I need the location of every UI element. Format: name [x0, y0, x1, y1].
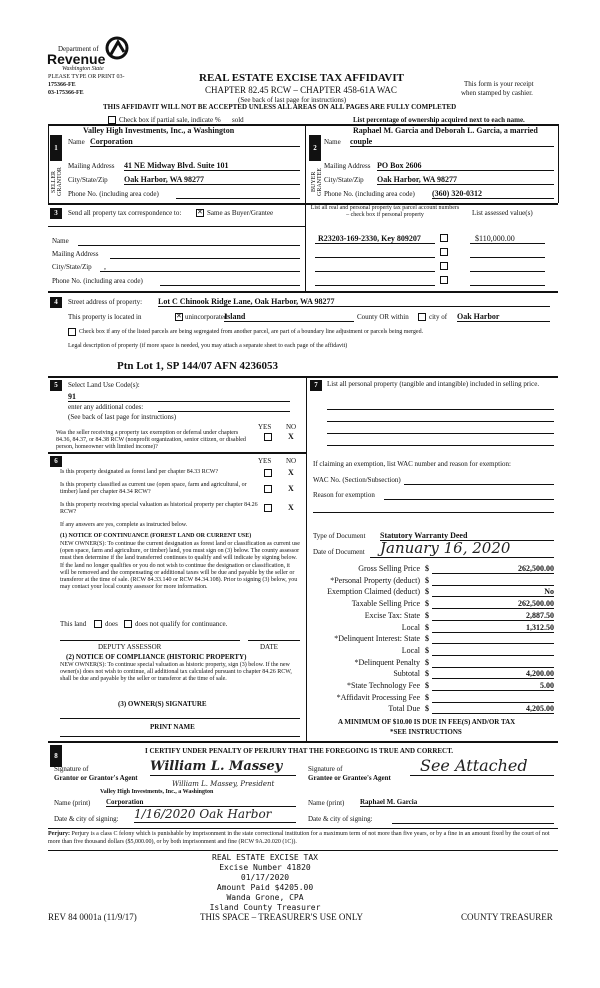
- grantor-signature[interactable]: William L. Massey: [150, 760, 296, 776]
- partial-sale-checkbox[interactable]: [108, 116, 116, 124]
- dept-line2: Revenue: [47, 51, 106, 67]
- parcel-header: List all real and personal property tax parcel account numbers – check box if personal property: [310, 205, 460, 218]
- city-field[interactable]: Oak Harbor: [457, 312, 550, 322]
- deputy-assessor-label: DEPUTY ASSESSOR: [98, 643, 162, 651]
- tax-row-label: Total Due: [388, 704, 420, 713]
- compliance-title: (2) NOTICE OF COMPLIANCE (HISTORIC PROPERTY): [66, 653, 247, 661]
- section-6-badge: 6: [50, 456, 62, 467]
- seller-phone-label: Phone No. (including area code): [68, 190, 159, 198]
- current-use-question: Is this property classified as current use (open space, farm and agricultural, or timber) land per chapter 84.34 RCW?: [60, 482, 247, 495]
- dept-line1: Department of: [58, 45, 99, 53]
- tax-row-value[interactable]: No: [432, 587, 554, 597]
- section-3-badge: 3: [50, 208, 62, 219]
- grantor-name-label: Name (print): [54, 799, 91, 807]
- tax-row-label: *Delinquent Penalty: [354, 658, 420, 667]
- corr-city-label: City/State/Zip: [52, 263, 92, 271]
- seller-city-label: City/State/Zip: [68, 176, 108, 184]
- grantee-date-label: Date & city of signing:: [308, 815, 373, 823]
- current-use-yes-checkbox[interactable]: [264, 485, 272, 493]
- tax-row-label: Local: [401, 623, 420, 632]
- tax-row-currency: $: [425, 623, 429, 632]
- tax-row-currency: $: [425, 681, 429, 690]
- corr-name-label: Name: [52, 237, 69, 245]
- grantee-name-field[interactable]: Raphael M. Garcia: [360, 798, 554, 807]
- tax-row-label: Exemption Claimed (deduct): [327, 587, 420, 596]
- tax-row-label: *Personal Property (deduct): [330, 576, 420, 585]
- form-number: REV 84 0001a (11/9/17): [48, 912, 137, 922]
- doc-date-field[interactable]: January 16, 2020: [370, 540, 554, 558]
- doc-type-field[interactable]: Statutory Warranty Deed: [380, 531, 554, 541]
- tax-row-label: Taxable Selling Price: [351, 599, 420, 608]
- treasurer-use-only: THIS SPACE – TREASURER'S USE ONLY: [200, 912, 364, 922]
- ref-2: 03-175366-FE: [48, 90, 84, 96]
- parcel-personal-checkbox-2[interactable]: [440, 248, 448, 256]
- tax-row-value[interactable]: 262,500.00: [432, 599, 554, 609]
- assessed-header: List assessed value(s): [472, 209, 533, 217]
- city-checkbox[interactable]: [418, 313, 426, 321]
- stamp-line-2: Excise Number 41820: [219, 863, 311, 872]
- dor-logo-icon: [104, 36, 130, 60]
- seller-mail-label: Mailing Address: [68, 162, 115, 170]
- stamp-line-3: 01/17/2020: [240, 873, 290, 882]
- sec6-no-header: NO: [286, 457, 297, 465]
- buyer-name-line1: Raphael M. Garcia and Deborah L. Garcia, a married: [353, 126, 538, 135]
- seller-city-field[interactable]: Oak Harbor, WA 98277: [124, 175, 300, 185]
- tax-row-currency: $: [425, 704, 429, 713]
- tax-row-value[interactable]: [432, 658, 554, 668]
- tax-row-label: Gross Selling Price: [358, 564, 420, 573]
- sec6-note: If any answers are yes, complete as instructed below.: [60, 522, 188, 528]
- assessor-date-label: DATE: [260, 643, 278, 651]
- segregation-label: Check box if any of the listed parcels are being segregated from another parcel, are part of a boundary line adjustment or parcels being merged.: [79, 329, 424, 335]
- grantor-sig-label-1: Signature of: [54, 765, 89, 773]
- grantor-date-label: Date & city of signing:: [54, 815, 119, 823]
- doc-type-label: Type of Document: [313, 532, 366, 540]
- buyer-name-line2[interactable]: couple: [350, 137, 554, 147]
- perjury-text: Perjury is a class C felony which is punishable by imprisonment in the state correctional institution for a maximum term of not more than five years, or by a fine in an amount fixed by the court of not more than five thousand dollars ($5,000.00), or by both imprisonment and fine (RCW 9A.20.020 (1C)).: [48, 831, 550, 845]
- dept-line3: Washington State: [62, 66, 104, 72]
- tax-row-value[interactable]: [432, 576, 554, 586]
- county-field[interactable]: Island: [224, 312, 354, 322]
- tax-row-value[interactable]: 262,500.00: [432, 564, 554, 574]
- minimum-due-note: A MINIMUM OF $10.00 IS DUE IN FEE(S) AND/OR TAX: [338, 718, 516, 726]
- continuance-title: (1) NOTICE OF CONTINUANCE (FOREST LAND OR CURRENT USE): [60, 533, 252, 539]
- stamp-line-1: REAL ESTATE EXCISE TAX: [212, 853, 318, 862]
- historic-no-answer[interactable]: X: [288, 503, 294, 512]
- street-label: Street address of property:: [68, 298, 143, 306]
- tax-row-currency: $: [425, 634, 429, 643]
- grantor-name-field[interactable]: Corporation: [106, 798, 296, 807]
- form-back-note: (See back of last page for instructions): [238, 96, 347, 104]
- county-treasurer: COUNTY TREASURER: [461, 912, 553, 922]
- tax-row-currency: $: [425, 599, 429, 608]
- corr-city-dot: ,: [104, 262, 106, 271]
- grantee-signature[interactable]: See Attached: [410, 757, 554, 776]
- buyer-city-field[interactable]: Oak Harbor, WA 98277: [377, 175, 554, 185]
- land-use-code-field[interactable]: 91: [68, 392, 290, 402]
- partial-sale-label: Check box if partial sale, indicate %: [119, 116, 221, 124]
- sec5-yes-checkbox[interactable]: [264, 433, 272, 441]
- seller-side-label: SELLER GRANTOR: [51, 167, 63, 197]
- tax-row-value[interactable]: [432, 646, 554, 656]
- tax-row-value[interactable]: 4,205.00: [432, 704, 554, 714]
- doc-date-label: Date of Document: [313, 548, 365, 556]
- buyer-name-label: Name: [324, 138, 341, 146]
- grantor-sig-underline-2: Valley High Investments, Inc., a Washington: [100, 789, 214, 795]
- form-chapter: CHAPTER 82.45 RCW – CHAPTER 458-61A WAC: [205, 85, 397, 95]
- tax-row-value[interactable]: 4,200.00: [432, 669, 554, 679]
- wac-label: WAC No. (Section/Subsection): [313, 476, 401, 484]
- buyer-phone-label: Phone No. (including area code): [324, 190, 415, 198]
- historic-yes-checkbox[interactable]: [264, 504, 272, 512]
- unincorporated-label: unincorporated: [185, 313, 228, 321]
- tax-row-currency: $: [425, 564, 429, 573]
- section-2-badge: 2: [309, 135, 321, 161]
- print-note: PLEASE TYPE OR PRINT 03-: [48, 74, 125, 80]
- seller-name-line2[interactable]: Corporation: [90, 137, 300, 147]
- seller-name-line1: Valley High Investments, Inc., a Washington: [83, 126, 235, 135]
- buyer-mail-label: Mailing Address: [324, 162, 371, 170]
- continuance-text: NEW OWNER(S): To continue the current designation as forest land or classification as current use (open space, farm and agriculture, or timber) land, you must sign on (3) below. The county assessor must then determine if the land transferred continues to qualify and will indicate by signing below. If the land no longer qualifies or you do not wish to continue the designation or classification, it will be removed and the compensating or additional taxes will be due and payable by the seller or transferor at the time of sale. (RCW 84.33.140 or RCW 84.34.108). Prior to signing (3) below, you may contact your local county assessor for more information.: [60, 541, 300, 591]
- tax-row-currency: $: [425, 658, 429, 667]
- section-1-badge: 1: [50, 135, 62, 161]
- city-of-label: city of: [429, 313, 448, 321]
- receipt-note-2: when stamped by cashier.: [461, 89, 533, 97]
- form-title: REAL ESTATE EXCISE TAX AFFIDAVIT: [199, 72, 404, 84]
- corr-mail-label: Mailing Address: [52, 250, 99, 258]
- seller-mail-field[interactable]: 41 NE Midway Blvd. Suite 101: [124, 161, 300, 171]
- current-use-no-answer[interactable]: X: [288, 484, 294, 493]
- tax-row-value[interactable]: [432, 634, 554, 644]
- tax-row-currency: $: [425, 646, 429, 655]
- certify-statement: I CERTIFY UNDER PENALTY OF PERJURY THAT THE FOREGOING IS TRUE AND CORRECT.: [145, 747, 454, 755]
- buyer-mail-field[interactable]: PO Box 2606: [377, 161, 554, 171]
- tax-row-currency: $: [425, 611, 429, 620]
- sec5-yes-header: YES: [258, 423, 272, 431]
- partial-sold-label: sold: [232, 116, 244, 124]
- does-not-qualify-checkbox[interactable]: [124, 620, 132, 628]
- treasurer-stamp: [190, 853, 340, 913]
- same-as-buyer-label: Same as Buyer/Grantee: [207, 209, 274, 217]
- buyer-side-label: BUYER GRANTEE: [311, 168, 323, 196]
- assessed-value[interactable]: $110,000.00: [475, 234, 515, 243]
- correspondence-label: Send all property tax correspondence to:: [68, 209, 182, 217]
- tax-row-currency: $: [425, 587, 429, 596]
- exemption-question: Was the seller receiving a property tax exemption or deferral under chapters 84.36, 84.37, or 84.38 RCW (nonprofit organization, senior citizen, or disabled person, homeowner with limited income)?: [56, 430, 246, 451]
- tax-row-label: *State Technology Fee: [346, 681, 420, 690]
- sec5-no-answer[interactable]: X: [288, 432, 294, 441]
- parcel-personal-checkbox-1[interactable]: [440, 234, 448, 242]
- tax-row-currency: $: [425, 576, 429, 585]
- grantor-date-field[interactable]: 1/16/2020 Oak Harbor: [134, 808, 296, 823]
- stamp-line-6: Island County Treasurer: [209, 903, 321, 912]
- section-5-badge: 5: [50, 380, 62, 391]
- does-label: does: [105, 620, 118, 628]
- tax-row-label: Subtotal: [393, 669, 420, 678]
- historic-question: Is this property receiving special valuation as historical property per chapter 84.26 RCW?: [60, 502, 258, 515]
- stamp-line-4: Amount Paid $4205.00: [216, 883, 314, 892]
- sec5-no-header: NO: [286, 423, 297, 431]
- tax-row-currency: $: [425, 669, 429, 678]
- forest-yes-checkbox[interactable]: [264, 469, 272, 477]
- does-not-label: does not qualify for continuance.: [135, 620, 228, 628]
- legal-label: Legal description of property (if more space is needed, you may attach a separate sheet to each page of the affidavit): [68, 343, 348, 349]
- tax-row-value[interactable]: 5.00: [432, 681, 554, 691]
- buyer-city-label: City/State/Zip: [324, 176, 364, 184]
- seller-phone-field[interactable]: [176, 189, 300, 199]
- tax-row-label: *Delinquent Interest: State: [334, 634, 420, 643]
- corr-phone-label: Phone No. (including area code): [52, 277, 143, 285]
- forest-land-question: Is this property designated as forest land per chapter 84.33 RCW?: [60, 469, 219, 475]
- section-8-badge: 8: [50, 745, 62, 767]
- grantee-sig-label-2: Grantee or Grantee's Agent: [308, 774, 391, 782]
- land-use-label: Select Land Use Code(s):: [68, 381, 140, 389]
- tax-row-value[interactable]: 1,312.50: [432, 623, 554, 633]
- parcel-number[interactable]: R23203-169-2330, Key 809207: [318, 234, 421, 243]
- land-use-see: (See back of last page for instructions): [68, 413, 177, 421]
- ref-1: 175366-FE: [48, 82, 76, 88]
- see-instructions-note: *SEE INSTRUCTIONS: [390, 728, 462, 736]
- parcel-personal-checkbox-3[interactable]: [440, 262, 448, 270]
- perjury-label: Perjury:: [48, 831, 70, 837]
- buyer-phone-field[interactable]: (360) 320-0312: [432, 189, 554, 199]
- forest-no-answer[interactable]: X: [288, 468, 294, 477]
- seller-name-label: Name: [68, 138, 85, 146]
- street-field[interactable]: Lot C Chinook Ridge Lane, Oak Harbor, WA 98277: [158, 297, 550, 307]
- segregation-checkbox[interactable]: [68, 328, 76, 336]
- this-land-label: This land: [60, 620, 87, 628]
- exemption-claim-label: If claiming an exemption, list WAC number and reason for exemption:: [313, 460, 511, 468]
- county-label: County OR within: [357, 313, 409, 321]
- unincorporated-checkbox[interactable]: ✕: [176, 312, 182, 320]
- location-label: This property is located in: [68, 313, 142, 321]
- grantee-sig-label-1: Signature of: [308, 765, 343, 773]
- grantor-sig-underline-1: William L. Massey, President: [172, 780, 275, 788]
- tax-row-label: Excise Tax: State: [364, 611, 420, 620]
- ownership-pct-note: List percentage of ownership acquired next to each name.: [353, 116, 525, 124]
- sec6-yes-header: YES: [258, 457, 272, 465]
- receipt-note-1: This form is your receipt: [464, 80, 534, 88]
- owner-signature-label: (3) OWNER(S) SIGNATURE: [118, 700, 207, 708]
- tax-row-value[interactable]: [432, 693, 554, 703]
- tax-row-currency: $: [425, 693, 429, 702]
- compliance-text: NEW OWNER(S): To continue special valuation as historic property, sign (3) below. If the new owner(s) does not wish to continue, all additional tax calculated pursuant to chapter 84.26 RCW, shall be due and payable by the seller or transferor at the time of sale.: [60, 662, 292, 683]
- tax-row-value[interactable]: 2,887.50: [432, 611, 554, 621]
- section-4-badge: 4: [50, 297, 62, 308]
- personal-property-label: List all personal property (tangible and intangible) included in selling price.: [327, 380, 540, 388]
- tax-row-label: Local: [401, 646, 420, 655]
- reason-label: Reason for exemption: [313, 491, 375, 499]
- legal-description[interactable]: Ptn Lot 1, SP 144/07 AFN 4236053: [117, 360, 279, 372]
- same-as-buyer-checkbox[interactable]: ✕: [197, 208, 203, 216]
- does-qualify-checkbox[interactable]: [94, 620, 102, 628]
- section-7-badge: 7: [310, 380, 322, 391]
- parcel-personal-checkbox-4[interactable]: [440, 276, 448, 284]
- print-name-label: PRINT NAME: [150, 723, 195, 731]
- grantor-sig-label-2: Grantor or Grantor's Agent: [54, 774, 138, 782]
- grantee-name-label: Name (print): [308, 799, 345, 807]
- additional-codes-label: enter any additional codes:: [68, 403, 144, 411]
- form-warning: THIS AFFIDAVIT WILL NOT BE ACCEPTED UNLESS ALL AREAS ON ALL PAGES ARE FULLY COMPLETED: [103, 103, 457, 111]
- tax-row-label: *Affidavit Processing Fee: [336, 693, 420, 702]
- stamp-line-5: Wanda Grone, CPA: [226, 893, 304, 902]
- perjury-notice: [48, 831, 558, 847]
